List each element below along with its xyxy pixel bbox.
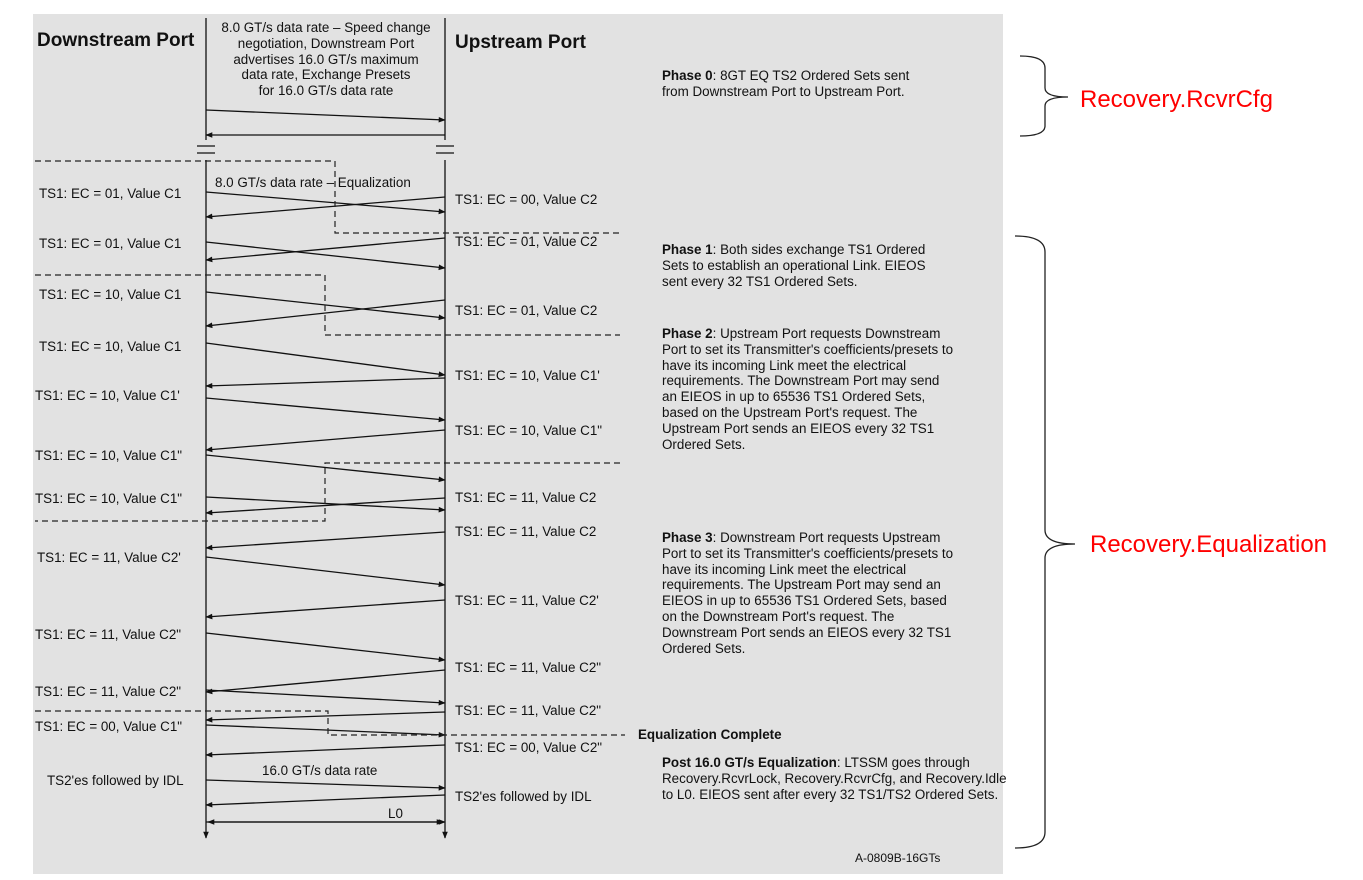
post-equalization-title: Post 16.0 GT/s Equalization	[662, 755, 837, 770]
upstream-label: TS1: EC = 11, Value C2'	[455, 593, 599, 608]
speed-change-note-line: advertises 16.0 GT/s maximum	[233, 51, 419, 67]
upstream-label: TS1: EC = 11, Value C2	[455, 490, 597, 505]
downstream-label: TS1: EC = 10, Value C1"	[35, 491, 183, 506]
downstream-label: TS1: EC = 01, Value C1	[39, 186, 182, 201]
upstream-label: TS1: EC = 11, Value C2"	[455, 660, 602, 675]
message-arrow	[206, 532, 445, 548]
upstream-label: TS1: EC = 01, Value C2	[455, 303, 598, 318]
downstream-label: TS1: EC = 10, Value C1	[39, 287, 182, 302]
speed-change-note-line: 8.0 GT/s data rate – Speed change	[221, 20, 431, 35]
message-arrow	[206, 633, 445, 660]
speed-change-note-line: for 16.0 GT/s data rate	[258, 83, 394, 99]
post-equalization-body: : LTSSM goes through Recovery.RcvrLock, Recovery.RcvrCfg, and Recovery.Idle to L0. EIEOS sent after every 32 TS1/TS2 Ordered Sets.	[662, 755, 1007, 802]
downstream-label: TS1: EC = 00, Value C1"	[35, 719, 183, 734]
speed-change-note	[206, 20, 446, 99]
upstream-label: TS1: EC = 01, Value C2	[455, 234, 598, 249]
message-arrow	[206, 378, 445, 386]
data-rate-16-label: 16.0 GT/s data rate	[262, 763, 378, 778]
message-arrow	[206, 600, 445, 617]
upstream-label: TS1: EC = 00, Value C2	[455, 192, 598, 207]
speed-change-note-line: data rate, Exchange Presets	[241, 67, 411, 83]
phase-2-title: Phase 2	[662, 326, 713, 341]
phase-3-body: : Downstream Port requests Upstream Port to set its Transmitter's coefficients/presets to have its incoming Link meet the electrical requirements. The Upstream Port may send an EIEOS in up to 65536 TS1 Ordered Sets, based on the Downstream Port's request. The Downstream Port sends an EIEOS every 32 TS1 Ordered Sets.	[662, 530, 954, 656]
downstream-port-header: Downstream Port	[37, 30, 195, 51]
message-arrow	[206, 725, 445, 735]
state-label-equalization: Recovery.Equalization	[1090, 531, 1328, 558]
message-arrow	[206, 430, 445, 450]
phase-1-title: Phase 1	[662, 242, 713, 257]
message-arrow	[206, 670, 445, 692]
state-label-rcvrcfg: Recovery.RcvrCfg	[1080, 86, 1273, 113]
message-arrow	[206, 795, 445, 805]
speed-change-note-line: negotiation, Downstream Port	[237, 35, 415, 51]
message-arrow	[206, 238, 445, 260]
l0-label: L0	[388, 806, 403, 821]
phase-3-text	[662, 530, 957, 656]
upstream-label: TS1: EC = 10, Value C1"	[455, 423, 603, 438]
phase-2-body: : Upstream Port requests Downstream Port to set its Transmitter's coefficients/presets to have its incoming Link meet the electrical requirements. The Downstream Port may send an EIEOS in up to 65536 TS1 Ordered Sets, based on the Upstream Port's request. The Upstream Port sends an EIEOS every 32 TS1 Ordered Sets.	[662, 326, 954, 452]
downstream-label: TS1: EC = 11, Value C2"	[35, 627, 182, 642]
equalization-rate-label: 8.0 GT/s data rate – Equalization	[215, 175, 411, 190]
upstream-port-header: Upstream Port	[455, 32, 586, 53]
upstream-label: TS1: EC = 00, Value C2"	[455, 740, 603, 755]
message-arrow	[206, 690, 445, 703]
message-arrow	[206, 455, 445, 480]
brace-rcvrcfg	[1020, 56, 1068, 136]
downstream-label: TS1: EC = 10, Value C1"	[35, 448, 183, 463]
phase-1-text	[662, 242, 942, 289]
message-arrow	[206, 197, 445, 217]
figure-code: A-0809B-16GTs	[855, 851, 941, 865]
message-arrow	[206, 343, 445, 375]
post-equalization-text	[662, 755, 1007, 802]
upstream-label: TS1: EC = 11, Value C2"	[455, 703, 602, 718]
downstream-label: TS1: EC = 11, Value C2'	[37, 550, 181, 565]
downstream-label: TS1: EC = 10, Value C1	[39, 339, 182, 354]
message-arrow	[206, 192, 445, 212]
message-arrow	[206, 110, 445, 120]
message-arrow	[206, 745, 445, 755]
upstream-label: TS1: EC = 10, Value C1'	[455, 368, 600, 383]
phase-0-body: : 8GT EQ TS2 Ordered Sets sent from Downstream Port to Upstream Port.	[662, 68, 910, 99]
upstream-label: TS2'es followed by IDL	[455, 789, 592, 804]
phase-1-body: : Both sides exchange TS1 Ordered Sets to establish an operational Link. EIEOS sent every 32 TS1 Ordered Sets.	[662, 242, 926, 289]
downstream-label: TS2'es followed by IDL	[47, 773, 184, 788]
message-arrow	[206, 780, 445, 788]
message-arrow	[206, 557, 445, 585]
message-arrow	[206, 300, 445, 326]
phase-2-text	[662, 326, 957, 452]
downstream-label: TS1: EC = 11, Value C2"	[35, 684, 182, 699]
message-arrow	[206, 712, 445, 720]
message-arrow	[206, 398, 445, 420]
downstream-label: TS1: EC = 01, Value C1	[39, 236, 182, 251]
phase-3-title: Phase 3	[662, 530, 713, 545]
message-arrow	[206, 242, 445, 268]
upstream-label: TS1: EC = 11, Value C2	[455, 524, 597, 539]
downstream-label: TS1: EC = 10, Value C1'	[35, 388, 180, 403]
phase-0-text	[662, 68, 912, 100]
phase-0-title: Phase 0	[662, 68, 713, 83]
brace-equalization	[1015, 236, 1075, 848]
equalization-complete-label: Equalization Complete	[638, 727, 782, 742]
